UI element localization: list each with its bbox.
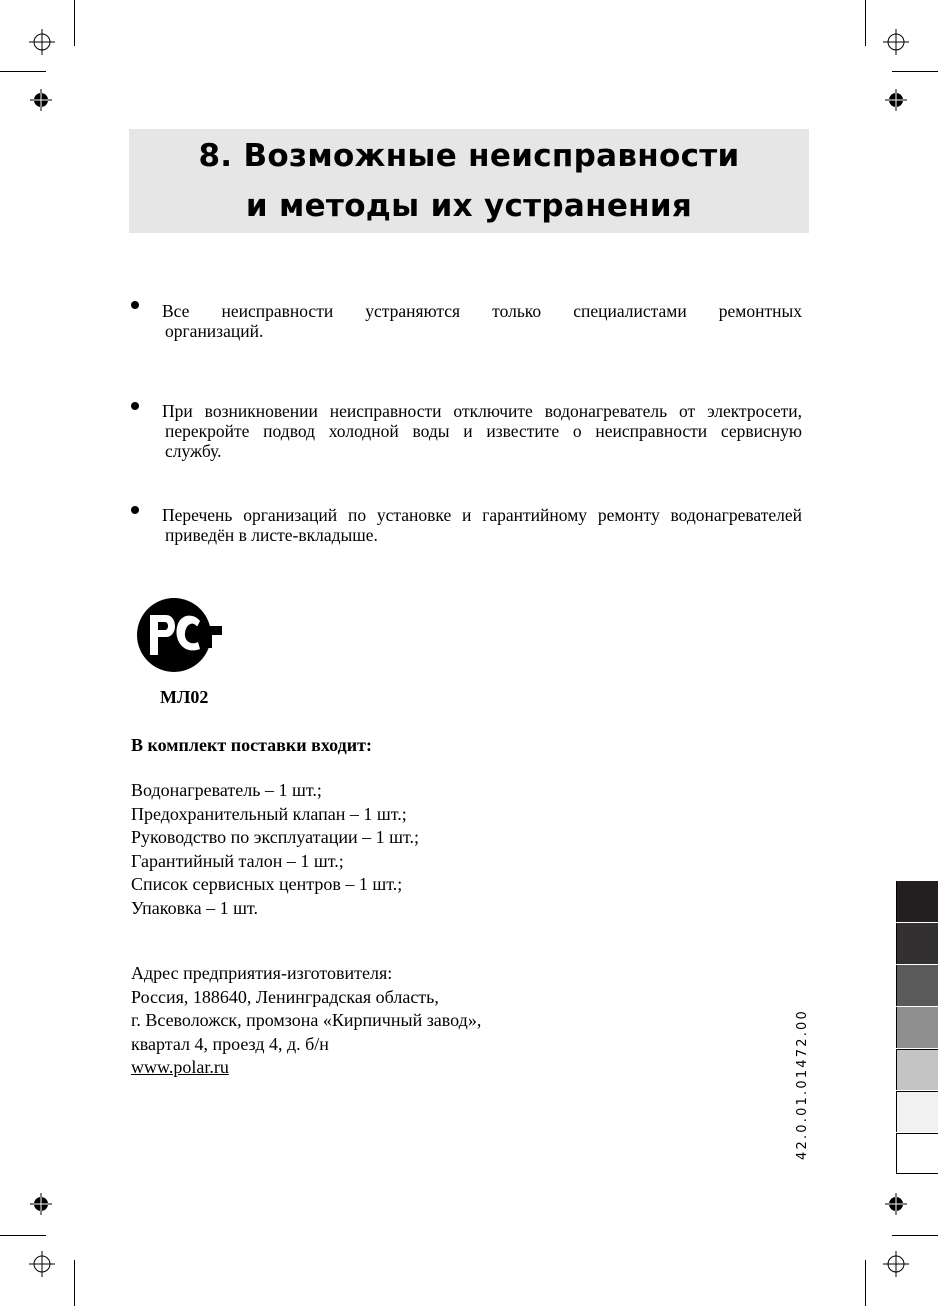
list-item: Водонагреватель – 1 шт.; <box>131 780 322 800</box>
list-item: Упаковка – 1 шт. <box>131 897 258 918</box>
registration-dot-icon <box>885 89 907 111</box>
list-item: Руководство по эксплуатации – 1 шт.; <box>131 827 419 847</box>
list-item: Список сервисных центров – 1 шт.; <box>131 874 403 894</box>
registration-dot-icon <box>885 1193 907 1215</box>
address-line: квартал 4, проезд 4, д. б/н <box>131 1033 329 1054</box>
color-swatch <box>896 1049 938 1090</box>
color-swatch <box>896 965 938 1006</box>
address-line: Россия, 188640, Ленинградская область, <box>131 986 439 1007</box>
crop-mark <box>0 71 46 72</box>
list-item: Гарантийный талон – 1 шт.; <box>131 850 344 871</box>
crop-mark <box>74 0 75 46</box>
certification-code: МЛ02 <box>160 687 209 707</box>
bullet-icon <box>131 402 139 410</box>
bullet-icon <box>131 301 139 309</box>
bullet-text: приведён в листе-вкладыше. <box>165 525 378 545</box>
list-item: Предохранительный клапан – 1 шт.; <box>131 803 407 824</box>
color-swatch <box>896 881 938 922</box>
bullet-item <box>162 401 802 461</box>
document-code: 42.0.01.01472.00 <box>795 1009 810 1160</box>
crop-mark <box>865 1260 866 1306</box>
manufacturer-address <box>131 962 481 1080</box>
color-swatch <box>896 1007 938 1048</box>
bullet-icon <box>131 506 139 514</box>
kit-list <box>131 779 419 920</box>
rst-certification-icon <box>136 597 222 673</box>
color-swatch <box>896 923 938 964</box>
bullet-text: службу. <box>165 441 222 461</box>
bullet-item <box>162 301 802 341</box>
registration-dot-icon <box>30 1193 52 1215</box>
heading-line-1: 8. Возможные неисправности <box>198 138 740 174</box>
crop-mark <box>74 1260 75 1306</box>
bullet-text: Все неисправности устраняются только специалистами ремонтных <box>162 301 802 321</box>
registration-mark-icon <box>29 1251 55 1277</box>
address-line: г. Всеволожск, промзона «Кирпичный завод», <box>131 1010 482 1030</box>
heading-line-2: и методы их устранения <box>245 188 693 224</box>
registration-mark-icon <box>883 1251 909 1277</box>
crop-mark <box>892 1235 938 1236</box>
bullet-text: При возникновении неисправности отключите водонагреватель от электросети, <box>162 401 802 421</box>
address-label: Адрес предприятия-изготовителя: <box>131 963 393 983</box>
bullet-text: организаций. <box>165 321 264 341</box>
registration-dot-icon <box>30 89 52 111</box>
color-swatch <box>896 1091 938 1132</box>
color-swatch <box>896 1133 938 1174</box>
kit-title: В комплект поставки входит: <box>131 735 372 755</box>
registration-mark-icon <box>883 29 909 55</box>
crop-mark <box>0 1235 46 1236</box>
bullet-item <box>162 505 802 545</box>
bullet-text: Перечень организаций по установке и гарантийному ремонту водонагревателей <box>162 505 802 525</box>
crop-mark <box>892 71 938 72</box>
crop-mark <box>865 0 866 46</box>
registration-mark-icon <box>29 29 55 55</box>
section-heading <box>129 129 809 233</box>
bullet-text: перекройте подвод холодной воды и известите о неисправности сервисную <box>165 421 802 441</box>
website-link[interactable]: www.polar.ru <box>131 1057 229 1077</box>
